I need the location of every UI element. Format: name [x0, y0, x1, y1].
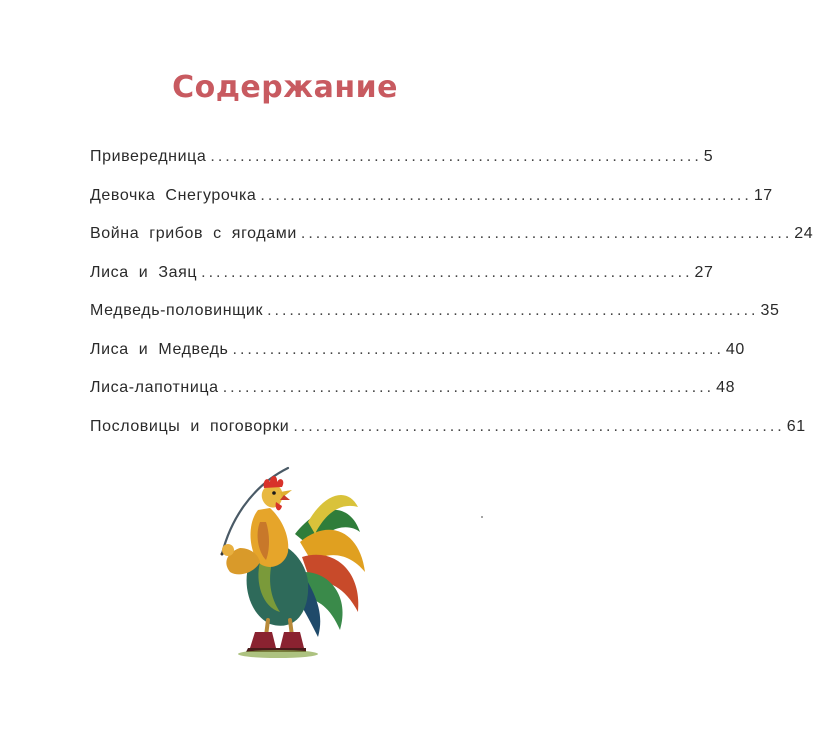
toc-entry[interactable]: [90, 177, 773, 216]
toc-leader-dots: ..................................................................: [232, 340, 724, 358]
toc-leader-dots: ..................................................................: [201, 263, 693, 281]
toc-leader-dots: ..................................................................: [267, 302, 759, 320]
toc-entry[interactable]: [90, 215, 813, 254]
page-title: Содержание: [172, 70, 398, 105]
toc-entry-title: Война грибов с ягодами: [90, 225, 297, 243]
toc-leader-dots: ..................................................................: [293, 417, 785, 435]
toc-leader-dots: ..................................................................: [260, 186, 752, 204]
toc-leader-dots: ..................................................................: [210, 148, 702, 166]
toc-entry-title: Привередница: [90, 148, 207, 166]
toc-entry-title: Лиса и Заяц: [90, 263, 198, 281]
toc-entry-page: 48: [716, 379, 736, 397]
toc-entry[interactable]: [90, 331, 745, 370]
toc-entry-title: Лиса-лапотница: [90, 379, 219, 397]
toc-entry[interactable]: [90, 254, 714, 293]
table-of-contents: [90, 138, 813, 446]
toc-entry-page: 27: [694, 263, 714, 281]
toc-entry[interactable]: [90, 292, 780, 331]
toc-leader-dots: ..................................................................: [222, 379, 715, 397]
rooster-boots: [250, 632, 276, 648]
rooster-illustration: [200, 462, 370, 660]
rooster-head: [262, 485, 283, 508]
toc-entry-title: Лиса и Медведь: [90, 340, 229, 358]
toc-entry-title: Девочка Снегурочка: [90, 186, 257, 204]
rooster-comb: [264, 476, 284, 488]
toc-entry[interactable]: [90, 138, 714, 177]
toc-entry-title: Пословицы и поговорки: [90, 417, 290, 435]
toc-entry-page: 61: [786, 417, 806, 435]
toc-leader-dots: ..................................................................: [300, 225, 793, 243]
paper-speck: [481, 516, 483, 518]
toc-entry-page: 40: [725, 340, 745, 358]
toc-entry-title: Медведь-половинщик: [90, 302, 264, 320]
toc-entry-page: 17: [753, 186, 773, 204]
toc-entry-page: 35: [760, 302, 780, 320]
toc-entry[interactable]: [90, 369, 736, 408]
toc-entry-page: 24: [794, 225, 813, 243]
toc-entry[interactable]: [90, 408, 806, 447]
toc-entry-page: 5: [703, 148, 714, 166]
